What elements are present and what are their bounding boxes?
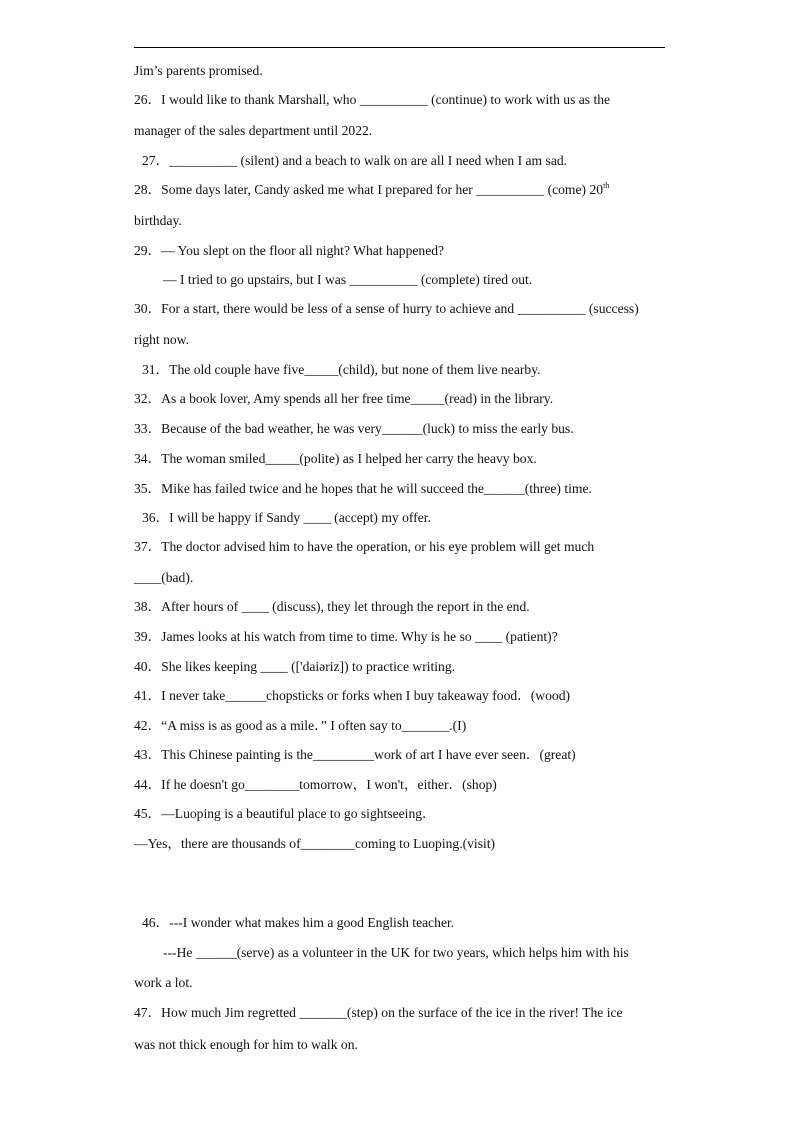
question-39: 39．James looks at his watch from time to time. Why is he so ____ (patient)? [134,629,558,644]
text-line-continuation: Jim’s parents promised. [134,63,263,78]
question-47-line-2: was not thick enough for him to walk on. [134,1037,358,1052]
question-40: 40．She likes keeping ____ (['daiəriz]) to practice writing. [134,659,456,674]
question-46-line-3: work a lot. [134,975,193,990]
question-37-line-1: 37．The doctor advised him to have the operation, or his eye problem will get much [134,539,595,554]
question-30-line-1: 30．For a start, there would be less of a sense of hurry to achieve and __________ (success) [134,301,639,316]
question-46-line-2: ---He ______(serve) as a volunteer in the UK for two years, which helps him with his [163,945,629,960]
question-27: 27．__________ (silent) and a beach to walk on are all I need when I am sad. [142,153,568,168]
question-35: 35．Mike has failed twice and he hopes that he will succeed the______(three) time. [134,481,592,496]
question-44: 44．If he doesn't go________tomorrow，I won't，either．(shop) [134,777,497,792]
question-46-line-1: 46．---I wonder what makes him a good English teacher. [142,915,455,930]
question-33: 33．Because of the bad weather, he was very______(luck) to miss the early bus. [134,421,574,436]
question-36: 36．I will be happy if Sandy ____ (accept) my offer. [142,510,431,525]
question-32: 32．As a book lover, Amy spends all her free time_____(read) in the library. [134,391,554,406]
question-37-line-2: ____(bad). [134,570,194,585]
header-rule [134,47,665,48]
question-26-line-2: manager of the sales department until 2022. [134,123,373,138]
question-29-line-1: 29．— You slept on the floor all night? What happened? [134,243,445,258]
question-28-line-1 [134,182,609,198]
question-30-line-2: right now. [134,332,189,347]
question-31: 31．The old couple have five_____(child), but none of them live nearby. [142,362,541,377]
question-45-line-1: 45．—Luoping is a beautiful place to go sightseeing． [134,806,436,821]
question-29-line-2: — I tried to go upstairs, but I was __________ (complete) tired out. [163,272,533,287]
question-38: 38．After hours of ____ (discuss), they let through the report in the end. [134,599,530,614]
question-26-line-1: 26．I would like to thank Marshall, who __________ (continue) to work with us as the [134,92,611,107]
question-28-text: 28．Some days later, Candy asked me what I prepared for her __________ (come) 20 [134,182,604,197]
question-42: 42．“A miss is as good as a mile．” I often say to_______.(I) [134,718,467,733]
question-47-line-1: 47．How much Jim regretted _______(step) on the surface of the ice in the river! The ice [134,1005,623,1020]
question-41: 41．I never take______chopsticks or forks when I buy takeaway food．(wood) [134,688,571,703]
ordinal-suffix: th [603,181,610,190]
question-28-line-2: birthday. [134,213,182,228]
question-45-line-2: —Yes，there are thousands of________coming to Luoping.(visit) [134,836,496,851]
question-34: 34．The woman smiled_____(polite) as I helped her carry the heavy box. [134,451,537,466]
question-43: 43．This Chinese painting is the_________work of art I have ever seen．(great) [134,747,576,762]
